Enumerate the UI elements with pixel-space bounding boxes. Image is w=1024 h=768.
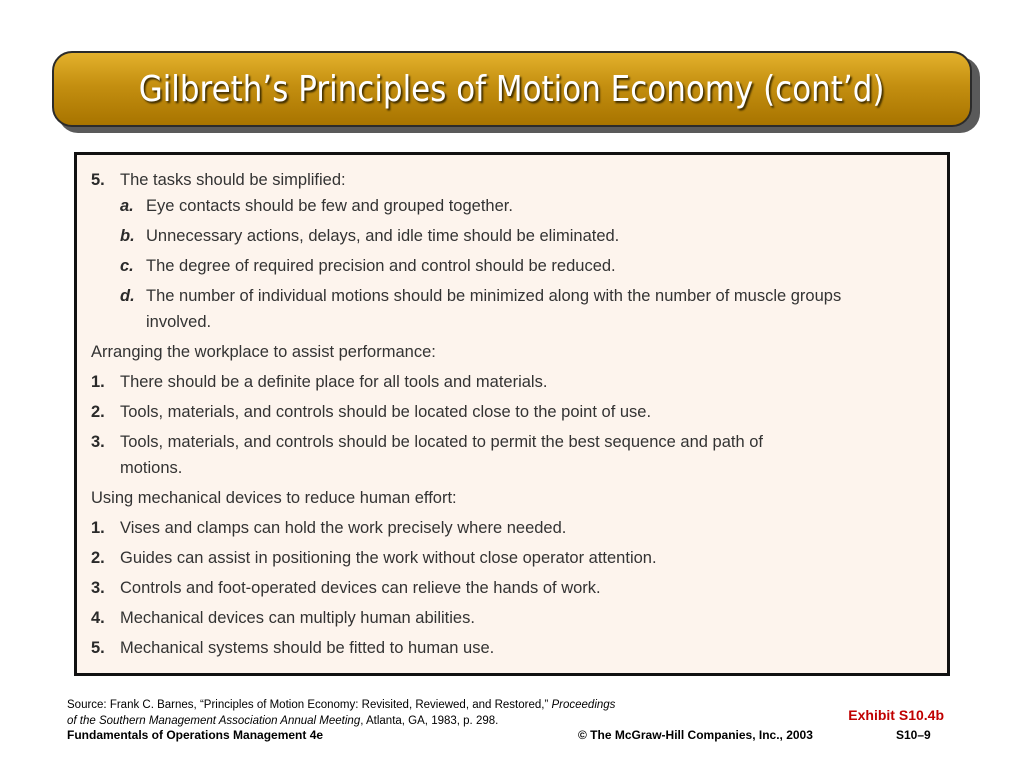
heading-text: Arranging the workplace to assist performance: [91, 343, 436, 361]
list-item [91, 545, 933, 571]
item-letter: c. [120, 257, 134, 275]
item-text: Mechanical devices can multiply human abilities. [120, 609, 475, 627]
item-text-line: The number of individual motions should be minimized along with the number of muscle groups [146, 287, 842, 305]
item-text: Vises and clamps can hold the work precisely where needed. [120, 519, 567, 537]
list-item [91, 429, 933, 481]
item-text: The tasks should be simplified: [120, 171, 346, 189]
item-number: 5. [91, 639, 105, 657]
item-text: Controls and foot-operated devices can relieve the hands of work. [120, 579, 601, 597]
exhibit-content [77, 155, 947, 661]
section-heading [91, 339, 933, 365]
list-item [91, 399, 933, 425]
item-number: 1. [91, 373, 105, 391]
item-number: 1. [91, 519, 105, 537]
item-number: 2. [91, 549, 105, 567]
slide-title: Gilbreth’s Principles of Motion Economy (cont’d) [139, 68, 885, 110]
footer-book-title: Fundamentals of Operations Management 4e [67, 728, 324, 742]
item-number: 5. [91, 171, 105, 189]
item-text: There should be a definite place for all tools and materials. [120, 373, 548, 391]
item-text: Tools, materials, and controls should be located close to the point of use. [120, 403, 652, 421]
item-text-line: motions. [120, 459, 183, 477]
item-letter: d. [120, 287, 135, 305]
title-bar [52, 51, 972, 127]
item-number: 4. [91, 609, 105, 627]
heading-text: Using mechanical devices to reduce human effort: [91, 489, 457, 507]
section-heading [91, 485, 933, 511]
item-text: Unnecessary actions, delays, and idle time should be eliminated. [146, 227, 620, 245]
item-text: Guides can assist in positioning the work without close operator attention. [120, 549, 657, 567]
exhibit-box [74, 152, 950, 676]
list-item [91, 369, 933, 395]
item-text [120, 429, 933, 481]
footer-page-number: S10–9 [896, 728, 931, 742]
item-text [146, 283, 933, 335]
list-item [91, 575, 933, 601]
source-citation [67, 697, 747, 729]
list-item [91, 283, 933, 335]
item-text: Mechanical systems should be fitted to human use. [120, 639, 495, 657]
item-text: The degree of required precision and control should be reduced. [146, 257, 616, 275]
item-number: 2. [91, 403, 105, 421]
list-item [91, 605, 933, 631]
source-suffix: , Atlanta, GA, 1983, p. 298. [360, 715, 499, 727]
list-item [91, 253, 933, 279]
item-letter: a. [120, 197, 134, 215]
list-item [91, 223, 933, 249]
item-letter: b. [120, 227, 135, 245]
item-text-line: involved. [146, 313, 212, 331]
source-journal: Proceedings [551, 699, 616, 711]
item-number: 3. [91, 579, 105, 597]
footer-copyright: © The McGraw-Hill Companies, Inc., 2003 [578, 728, 813, 742]
source-prefix: Source: Frank C. Barnes, “Principles of Motion Economy: Revisited, Reviewed, and Restored,” [67, 699, 552, 711]
list-item [91, 193, 933, 219]
item-text-line: Tools, materials, and controls should be located to permit the best sequence and path of [120, 433, 763, 451]
list-item [91, 515, 933, 541]
item-text: Eye contacts should be few and grouped together. [146, 197, 513, 215]
item-number: 3. [91, 433, 105, 451]
exhibit-label: Exhibit S10.4b [848, 707, 944, 723]
list-item [91, 167, 933, 193]
list-item [91, 635, 933, 661]
source-journal-cont: of the Southern Management Association Annual Meeting [67, 715, 361, 727]
